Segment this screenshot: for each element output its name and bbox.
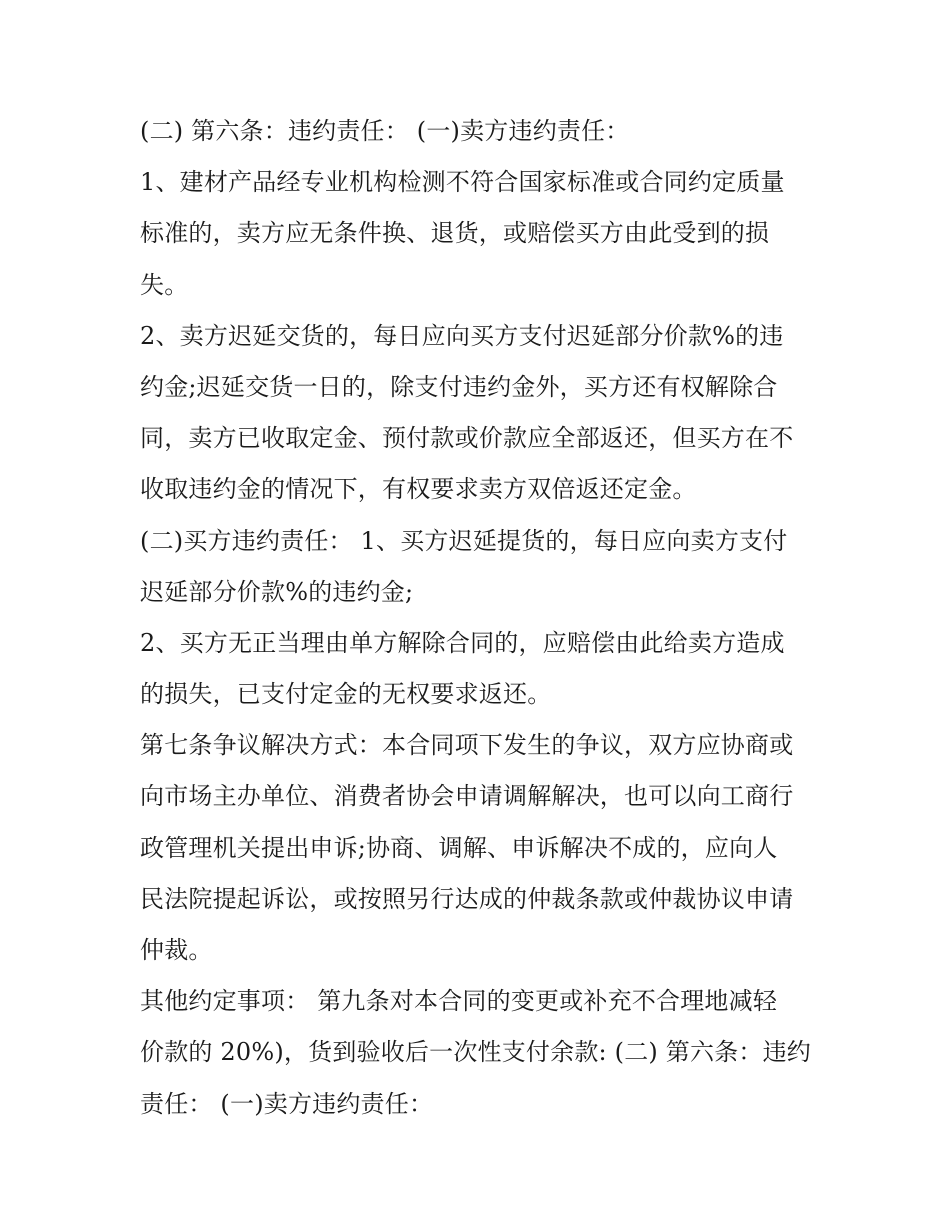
text-line: 责任： (一)卖方违约责任： — [140, 1089, 434, 1118]
text-line: 其他约定事项： 第九条对本合同的变更或补充不合理地减轻 — [140, 987, 778, 1016]
text-line: 标准的，卖方应无条件换、退货，或赔偿买方由此受到的损 — [140, 219, 770, 248]
text-line: 同，卖方已收取定金、预付款或价款应全部返还，但买方在不 — [140, 424, 794, 453]
text-line: 民法院提起诉讼，或按照另行达成的仲裁条款或仲裁协议申请 — [140, 884, 794, 913]
document-body — [140, 106, 820, 1130]
text-line: 2、卖方迟延交货的，每日应向买方支付迟延部分价款%的违 — [140, 321, 784, 350]
text-line: 约金;迟延交货一日的，除支付违约金外，买方还有权解除合 — [140, 372, 778, 401]
text-line: 收取违约金的情况下，有权要求卖方双倍返还定金。 — [140, 475, 697, 504]
text-line: 向市场主办单位、消费者协会申请调解解决，也可以向工商行 — [140, 782, 794, 811]
text-line: 2、买方无正当理由单方解除合同的，应赔偿由此给卖方造成 — [140, 628, 785, 657]
text-line: 政管理机关提出申诉;协商、调解、申诉解决不成的，应向人 — [140, 833, 778, 862]
text-line: 1、建材产品经专业机构检测不符合国家标准或合同约定质量 — [140, 168, 785, 197]
text-line: 迟延部分价款%的违约金; — [140, 577, 414, 606]
text-line: 仲裁。 — [140, 936, 213, 964]
text-line: (二) 第六条：违约责任： (一)卖方违约责任： — [140, 117, 630, 145]
text-line: 价款的 20%)，货到验收后一次性支付余款: (二) 第六条：违约 — [140, 1038, 812, 1067]
text-line: (二)买方违约责任： 1、买方迟延提货的，每日应向卖方支付 — [140, 526, 788, 555]
text-line: 第七条争议解决方式：本合同项下发生的争议，双方应协商或 — [140, 731, 794, 760]
text-line: 失。 — [140, 270, 189, 299]
text-line: 的损失，已支付定金的无权要求返还。 — [140, 680, 552, 709]
